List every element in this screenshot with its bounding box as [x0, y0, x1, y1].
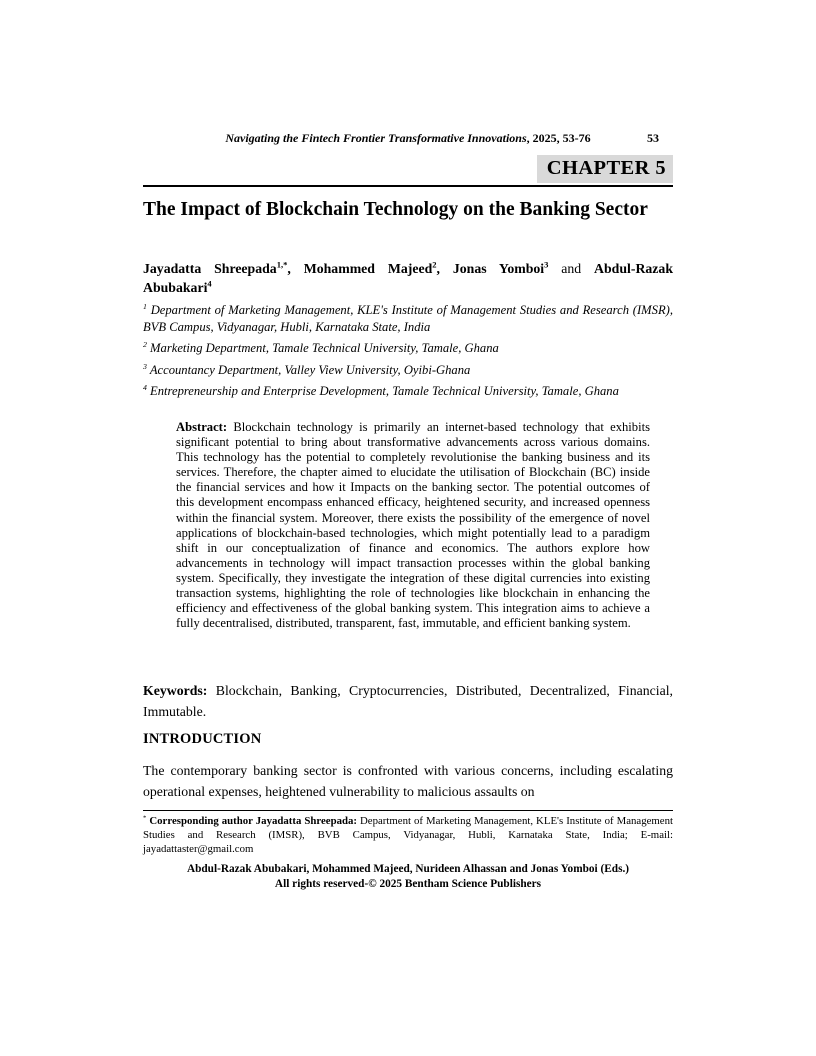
author-segment: Abdul-Razak Abubakari$^4$ — [143, 261, 673, 295]
footer-editors: Abdul-Razak Abubakari, Mohammed Majeed, Nurideen Alhassan and Jonas Yomboi (Eds.) — [186, 863, 630, 875]
keywords — [143, 680, 673, 722]
affiliations — [143, 302, 673, 405]
introduction-paragraph: The contemporary banking sector is confronted with various concerns, including escalating operational expenses, heightened vulnerability to malicious assaults on — [143, 763, 673, 799]
affiliation-item: $^3$ Accountancy Department, Valley View University, Oyibi-Ghana — [143, 361, 471, 377]
running-header-title — [143, 131, 673, 146]
author-segment: , — [436, 261, 453, 276]
abstract-text: Blockchain technology is primarily an internet-based technology that exhibits significant potential to bring about transformative advancements across various domains. This technology has the potential to completely revolutionise the banking business and its services. Therefore, the chapter aimed to elucidate the utilisation of Blockchain (BC) inside the financial services and how it Impacts on the banking sector. The potential outcomes of this development encompass enhanced efficacy, heightened security, and increased openness within the financial system. Moreover, there exists the possibility of the emergence of novel applications of blockchain-based technologies, which might potentially lead to a paradigm shift in our conceptualization of finance and economics. The authors explore how advancements in technology will impact transaction processes within the global banking system. Specifically, they investigate the integration of these digital currencies into existing transaction systems, highlighting the role of technologies like blockchain in enhancing the efficiency and effectiveness of the global banking system. This integration aims to achieve a fully decentralised, distributed, transparent, fast, immutable, and efficient banking system. — [176, 420, 650, 631]
chapter-badge: CHAPTER 5 — [537, 155, 673, 183]
footnote-marker: * — [143, 814, 147, 822]
author-segment: Mohammed Majeed$^2$ — [303, 259, 437, 276]
author-segment: and — [548, 261, 595, 276]
page-number: 53 — [647, 131, 659, 145]
affiliation-item: $^1$ Department of Marketing Management, KLE's Institute of Management Studies and Research (IMSR), BVB Campus, Vidyanagar, Hubli, Karnataka State, India — [143, 301, 673, 334]
author-line — [143, 259, 673, 297]
footnote-rule — [143, 810, 673, 811]
page-footer — [143, 862, 673, 892]
footnote-text: Department of Marketing Management, KLE's Institute of Management Studies and Research (IMSR), BVB Campus, Vidyanagar, Hubli, Karnataka State, India; E-mail: jayadattaster@gmail.com — [143, 815, 673, 855]
author-segment: Jayadatta Shreepada$^{1,*}$ — [143, 259, 288, 276]
introduction-heading: INTRODUCTION — [143, 731, 262, 747]
header-rule — [143, 185, 673, 187]
affiliation-item: $^4$ Entrepreneurship and Enterprise Development, Tamale Technical University, Tamale, Ghana — [143, 382, 619, 398]
author-segment: , — [287, 261, 304, 276]
abstract — [143, 420, 673, 631]
chapter-title: The Impact of Blockchain Technology on the Banking Sector — [143, 199, 648, 220]
author-segment: Jonas Yomboi$^3$ — [452, 259, 549, 276]
footnote-label: Corresponding author Jayadatta Shreepada: — [146, 815, 357, 827]
keywords-label: Keywords: — [143, 683, 208, 698]
keywords-text: Blockchain, Banking, Cryptocurrencies, Distributed, Decentralized, Financial, Immutable. — [143, 683, 673, 719]
chapter-badge-row — [143, 155, 673, 183]
footer-rights: All rights reserved-© 2025 Bentham Science Publishers — [274, 878, 542, 890]
corresponding-author-footnote — [143, 814, 673, 856]
affiliation-item: $^2$ Marketing Department, Tamale Technical University, Tamale, Ghana — [143, 339, 499, 355]
book-title: Navigating the Fintech Frontier Transformative Innovations — [225, 131, 527, 145]
citation-suffix: , 2025, 53-76 — [526, 131, 591, 145]
running-header — [143, 131, 673, 149]
abstract-label: Abstract: — [176, 420, 228, 434]
